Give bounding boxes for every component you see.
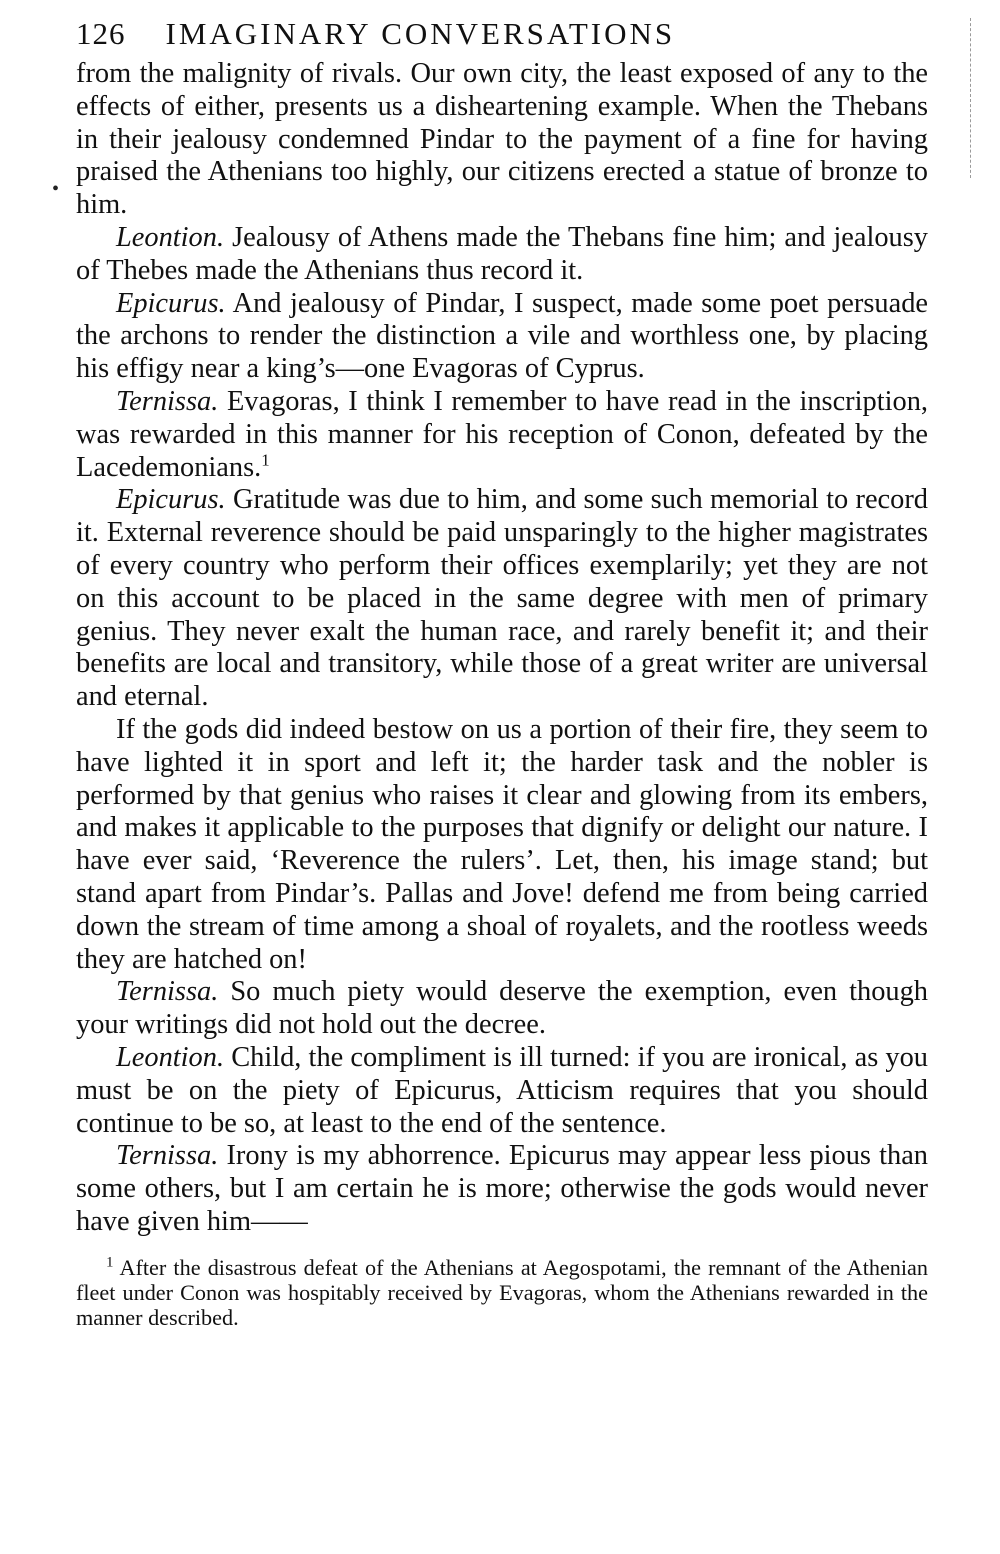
paragraph-text: Irony is my abhorrence. Epicurus may appear less pious than some others, but I am certain he is more; otherwise the gods would never have given him——	[76, 1140, 928, 1237]
paragraph-1	[76, 58, 928, 222]
paragraph-text: If the gods did indeed bestow on us a portion of their fire, they seem to have lighted it in sport and left it; the harder task and the nobler is performed by that genius who raises it clear and glowing from its embers, and makes it applicable to the purposes that dignify or delight our nature. I have ever said, ‘Reverence the rulers’. Let, then, his image stand; but stand apart from Pindar’s. Pallas and Jove! defend me from being carried down the stream of time among a shoal of royalets, and the rootless weeds they are hatched on!	[76, 713, 928, 975]
paragraph-text: So much piety would deserve the exemption, even though your writings did not hold out the decree.	[76, 976, 928, 1041]
paragraph-3	[76, 288, 928, 386]
paragraph-4	[76, 386, 928, 484]
paragraph-text: Gratitude was due to him, and some such memorial to record it. External reverence should be paid unsparingly to the higher magistrates of every country who perform their offices exemplarily; yet they are not on this account to be placed in the same degree with men of primary genius. They never exalt the human race, and rarely benefit it; and their benefits are local and transitory, while those of a great writer are universal and eternal.	[76, 484, 928, 713]
paragraph-6	[76, 714, 928, 976]
speaker-name: Ternissa.	[116, 385, 219, 417]
speaker-name: Epicurus.	[116, 484, 226, 516]
paragraph-5	[76, 484, 928, 714]
paragraph-text: And jealousy of Pindar, I suspect, made some poet persuade the archons to render the distinction a vile and worthless one, by placing his effigy near a king’s—one Evagoras of Cyprus.	[76, 287, 929, 385]
paragraph-text: from the malignity of rivals. Our own city, the least exposed of any to the effects of either, presents us a disheartening example. When the Thebans in their jealousy condemned Pindar to the payment of a fine for having praised the Athenians too highly, our citizens erected a statue of bronze to him.	[76, 58, 928, 221]
margin-mark: •	[52, 178, 60, 200]
paragraph-text: Jealousy of Athens made the Thebans fine him; and jealousy of Thebes made the Athenians thus record it.	[76, 221, 928, 286]
paragraph-text: Child, the compliment is ill turned: if you are ironical, as you must be on the piety of Epicurus, Atticism requires that you should continue to be so, at least to the end of the sentence.	[76, 1041, 928, 1139]
running-title: IMAGINARY CONVERSATIONS	[165, 16, 676, 51]
footnote	[76, 1255, 928, 1330]
speaker-name: Epicurus.	[116, 287, 226, 319]
paragraph-2	[76, 222, 928, 288]
speaker-name: Leontion.	[116, 1041, 225, 1073]
paragraph-9	[76, 1140, 928, 1238]
footnote-text: After the disastrous defeat of the Athenians at Aegospotami, the remnant of the Athenian fleet under Conon was hospitably received by Evagoras, whom the Athenians rewarded in the manner described.	[76, 1254, 929, 1330]
page-edge-rule	[970, 18, 971, 178]
speaker-name: Ternissa.	[116, 1140, 219, 1172]
footnote-number: 1	[106, 1254, 114, 1271]
running-head	[76, 10, 928, 58]
paragraph-8	[76, 1042, 928, 1140]
book-page	[76, 10, 928, 1330]
paragraph-text: Evagoras, I think I remember to have read in the inscription, was rewarded in this manner for his reception of Conon, defeated by the Lacedemonians.	[76, 385, 928, 483]
speaker-name: Ternissa.	[116, 976, 219, 1008]
speaker-name: Leontion.	[116, 221, 225, 253]
body-text	[76, 58, 928, 1239]
paragraph-7	[76, 976, 928, 1042]
footnote-reference[interactable]: 1	[261, 450, 270, 470]
page-number: 126	[76, 16, 126, 51]
